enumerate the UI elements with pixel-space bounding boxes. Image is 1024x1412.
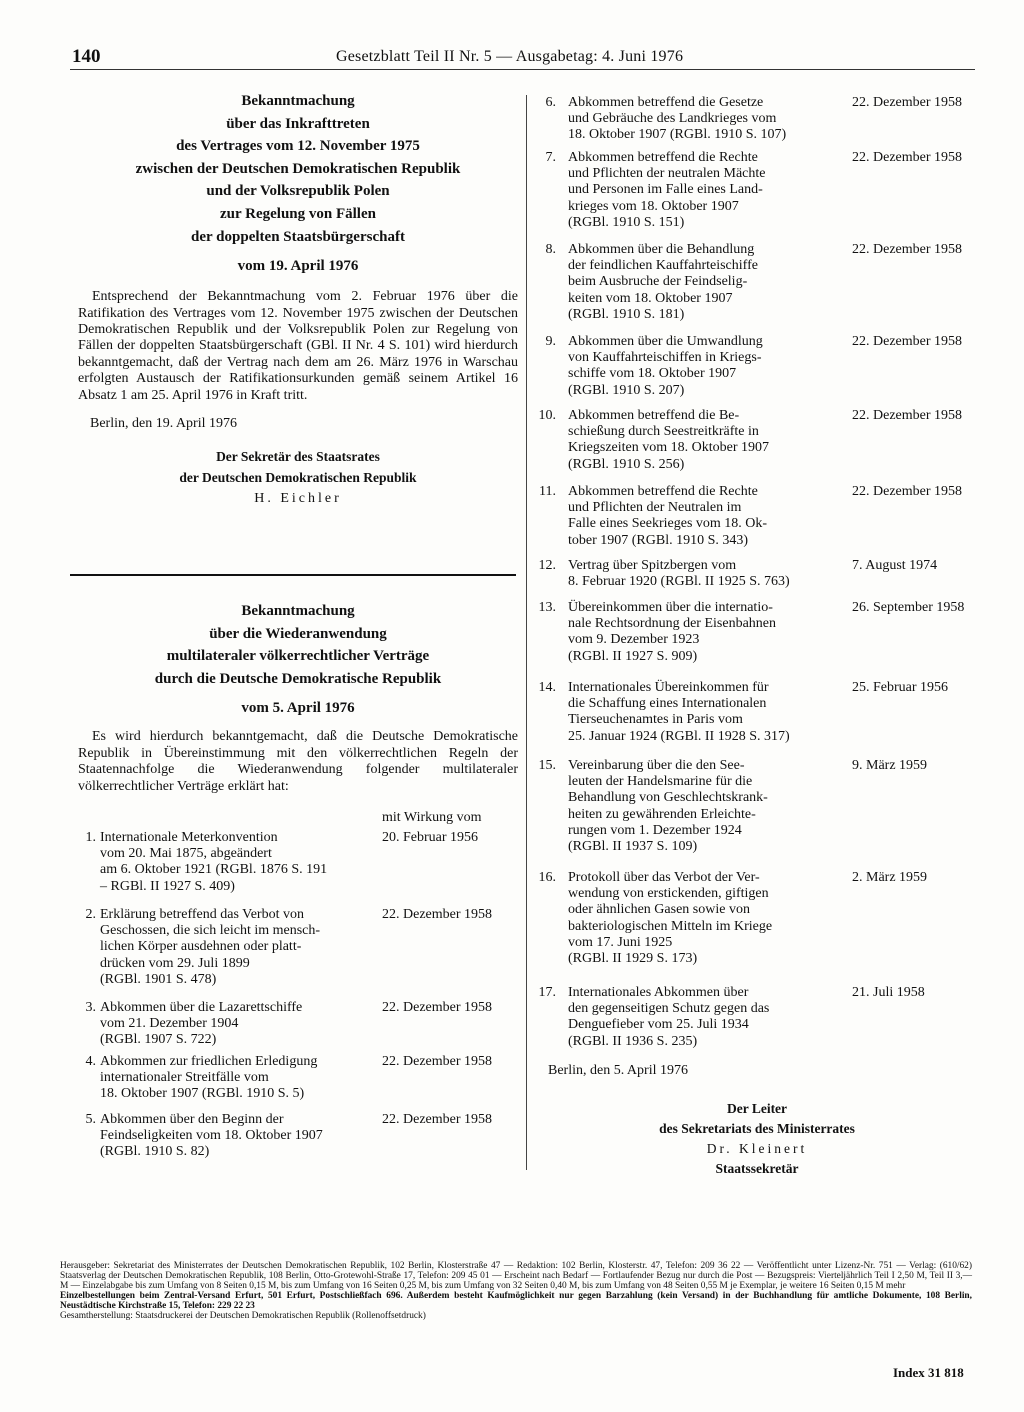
treaty-effective-date: 26. September 1958 <box>852 600 965 615</box>
treaty-text-line: der feindlichen Kauffahrteischiffe <box>568 258 758 274</box>
treaty-text-line: von Kauffahrteischiffen in Kriegs- <box>568 350 762 366</box>
treaty-text-line: Internationales Abkommen über <box>568 985 749 1000</box>
treaty-text-line: (RGBl. II 1929 S. 173) <box>568 951 698 967</box>
imprint-line: Herausgeber: Sekretariat des Ministerrates der Deutschen Demokratischen Republik, 102 Berlin, Klosterstraße 47 — Redaktion: 102 Berlin, Klosterstr. 47, Telefon: 209 36 22 — Veröffentlicht unter Lizenz-Nr. 751 — Verlag: (610/62) Staatsverlag der Deutschen Demokratischen Republik, 108 Berlin, Otto-Grotewohl-Straße 17, Telefon: 209 45 01 — Erscheint nach Bedarf — Fortlaufender Bezug nur durch die Post — Bezugspreis: Vierteljährlich Teil I 2,50 M, Teil II 3,— M — Einzelabgabe bis zum Umfang von 8 Seiten 0,15 M, bis zum Umfang von 16 Seiten 0,25 M, bis zum Umfang von 32 Seiten 0,40 M, bis zum Umfang von 48 Seiten 0,55 M je Exemplar, je weitere 16 Seiten 0,15 M mehr <box>60 1261 972 1291</box>
treaty-text <box>100 830 382 895</box>
treaty-text <box>568 985 848 1050</box>
treaty-effective-date: 22. Dezember 1958 <box>852 484 963 499</box>
treaty-text-line: vom 17. Juni 1925 <box>568 934 673 950</box>
title-line: und der Volksrepublik Polen <box>206 183 390 200</box>
treaty-text-line: Feindseligkeiten vom 18. Oktober 1907 <box>100 1128 323 1144</box>
treaty-effective-date: 7. August 1974 <box>852 558 938 573</box>
imprint <box>60 1262 972 1321</box>
treaty-text-line: am 6. Oktober 1921 (RGBl. 1876 S. 191 <box>100 862 328 878</box>
treaty-text-line: (RGBl. 1901 S. 478) <box>100 971 217 987</box>
section-separator <box>70 574 516 576</box>
treaty-text <box>568 150 848 231</box>
treaty-text <box>568 870 848 967</box>
header-rule <box>70 69 975 70</box>
treaty-effective-date: 22. Dezember 1958 <box>852 334 963 349</box>
treaty-text-line: und Gebräuche des Landkrieges vom <box>568 111 777 127</box>
notice-1-date: vom 19. April 1976 <box>237 258 359 275</box>
treaty-text-line: vom 20. Mai 1875, abgeändert <box>100 846 272 862</box>
treaty-text-line: Denguefieber vom 25. Juli 1934 <box>568 1017 749 1033</box>
treaty-text <box>100 1000 382 1049</box>
treaty-text-line: rungen vom 1. Dezember 1924 <box>568 822 742 838</box>
column-divider <box>526 95 527 1170</box>
treaty-text-line: Vertrag über Spitzbergen vom <box>568 558 737 573</box>
treaty-text-line: tober 1907 (RGBl. 1910 S. 343) <box>568 532 749 548</box>
treaty-text-line: keiten vom 18. Oktober 1907 <box>568 290 733 306</box>
treaty-number: 11. <box>539 484 556 499</box>
treaty-text-line: Abkommen über die Lazarettschiffe <box>100 1000 303 1015</box>
treaty-text <box>568 95 848 144</box>
treaty-text-line: nale Rechtsordnung der Eisenbahnen <box>568 616 776 632</box>
treaty-text-line: Erklärung betreffend das Verbot von <box>100 907 304 922</box>
treaty-text-line: Tierseuchenamtes in Paris vom <box>568 712 743 728</box>
treaty-number: 5. <box>85 1112 96 1127</box>
treaty-effective-date: 22. Dezember 1958 <box>382 1112 493 1127</box>
treaty-number: 10. <box>538 408 556 423</box>
treaty-text-line: Kriegszeiten vom 18. Oktober 1907 <box>568 440 770 456</box>
treaty-text <box>568 558 848 590</box>
treaty-text-line: Abkommen über den Beginn der <box>100 1112 284 1127</box>
notice-2-place-date: Berlin, den 5. April 1976 <box>548 1063 688 1078</box>
treaty-text-line: Protokoll über das Verbot der Ver- <box>568 870 760 885</box>
notice-2-title <box>78 600 518 690</box>
imprint-line: Einzelbestellungen beim Zentral-Versand Erfurt, 501 Erfurt, Postschließfach 696. Außerdem besteht Kaufmöglichkeit nur gegen Barzahlung (kein Versand) in der Buchhandlung für amtliche Dokumente, 108 Berlin, Neustädtische Kirchstraße 15, Telefon: 229 22 23 <box>60 1290 972 1311</box>
signature-line: der Deutschen Demokratischen Republik <box>179 470 417 485</box>
notice-2-signature <box>634 1099 880 1179</box>
title-line: über das Inkrafttreten <box>226 115 370 132</box>
treaty-number: 12. <box>538 558 556 573</box>
treaty-text-line: (RGBl. 1910 S. 207) <box>568 382 685 398</box>
title-line: zwischen der Deutschen Demokratischen Republik <box>135 160 461 177</box>
treaty-text <box>568 758 848 855</box>
title-line: durch die Deutsche Demokratische Republik <box>154 670 442 687</box>
treaty-text-line: Internationales Übereinkommen für <box>568 680 769 695</box>
index-number: Index 31 818 <box>893 1365 964 1380</box>
treaty-text <box>568 408 848 473</box>
treaty-effective-date: 2. März 1959 <box>852 870 928 885</box>
column-header-effective-date: mit Wirkung vom <box>382 810 482 825</box>
treaty-number: 16. <box>538 870 556 885</box>
treaty-text-line: vom 9. Dezember 1923 <box>568 632 700 648</box>
treaty-effective-date: 20. Februar 1956 <box>382 830 479 845</box>
notice-1-title <box>78 90 518 248</box>
treaty-text-line: (RGBl. 1910 S. 256) <box>568 456 685 472</box>
treaty-text-line: Abkommen zur friedlichen Erledigung <box>100 1054 318 1069</box>
treaty-effective-date: 22. Dezember 1958 <box>852 242 963 257</box>
treaty-text-line: die Schaffung eines Internationalen <box>568 696 767 712</box>
treaty-text <box>568 334 848 399</box>
treaty-effective-date: 21. Juli 1958 <box>852 985 925 1000</box>
treaty-number: 2. <box>85 907 96 922</box>
treaty-text-line: Internationale Meterkonvention <box>100 830 278 845</box>
title-line: multilateraler völkerrechtlicher Verträge <box>166 648 430 665</box>
treaty-text-line: bakteriologischen Mitteln im Kriege <box>568 918 773 934</box>
treaty-text-line: schießung durch Seestreitkräfte in <box>568 424 759 440</box>
treaty-number: 17. <box>538 985 556 1000</box>
treaty-text-line: (RGBl. 1910 S. 82) <box>100 1144 210 1160</box>
signature-line: Der Leiter <box>726 1101 788 1116</box>
treaty-number: 4. <box>85 1054 96 1069</box>
treaty-text-line: (RGBl. 1910 S. 151) <box>568 214 685 230</box>
treaty-text-line: vom 21. Dezember 1904 <box>100 1016 239 1032</box>
treaty-number: 6. <box>545 95 556 110</box>
treaty-effective-date: 9. März 1959 <box>852 758 928 773</box>
treaty-text <box>100 907 382 988</box>
treaty-number: 8. <box>545 242 556 257</box>
signature-line: Der Sekretär des Staatsrates <box>216 449 380 464</box>
imprint-line: Gesamtherstellung: Staatsdruckerei der Deutschen Demokratischen Republik (Rollenoffsetdruck) <box>60 1310 426 1321</box>
treaty-number: 9. <box>545 334 556 349</box>
treaty-text-line: Abkommen betreffend die Gesetze <box>568 95 764 110</box>
treaty-text-line: Abkommen über die Umwandlung <box>568 334 763 349</box>
notice-1 <box>78 90 518 509</box>
treaty-text <box>568 242 848 323</box>
treaty-text-line: Abkommen betreffend die Rechte <box>568 484 758 499</box>
treaty-text-line: krieges vom 18. Oktober 1907 <box>568 198 739 214</box>
treaty-text <box>568 680 848 745</box>
treaty-number: 14. <box>538 680 556 695</box>
signatory-name: Dr. Kleinert <box>706 1141 808 1156</box>
treaty-effective-date: 22. Dezember 1958 <box>852 408 963 423</box>
treaty-text-line: lichen Körper ausdehnen oder platt- <box>100 939 302 955</box>
treaty-text-line: und Personen im Falle eines Land- <box>568 182 763 198</box>
signature-line: des Sekretariats des Ministerrates <box>659 1121 855 1136</box>
treaty-text-line: Abkommen betreffend die Rechte <box>568 150 758 165</box>
treaty-text <box>568 600 848 665</box>
treaty-text-line: 18. Oktober 1907 (RGBl. 1910 S. 5) <box>100 1086 305 1102</box>
treaty-text-line: leuten der Handelsmarine für die <box>568 774 753 790</box>
notice-2 <box>78 600 518 795</box>
notice-1-place-date: Berlin, den 19. April 1976 <box>90 416 237 431</box>
treaty-number: 15. <box>538 758 556 773</box>
title-line: zur Regelung von Fällen <box>220 205 376 222</box>
treaty-text-line: (RGBl. 1910 S. 181) <box>568 306 685 322</box>
notice-1-body: Entsprechend der Bekanntmachung vom 2. Februar 1976 über die Ratifikation des Vertrages vom 12. November 1975 zwischen der Deutschen Demokratischen Republik und der Volksrepublik Polen zur Regelung von Fällen der doppelten Staatsbürgerschaft (GBl. II Nr. 4 S. 101) wird hierdurch bekanntgemacht, daß der Vertrag nach dem am 26. März 1976 in Warschau erfolgten Austausch der Ratifikationsurkunden gemäß seinem Artikel 16 Absatz 1 am 25. April 1976 in Kraft tritt. <box>78 289 518 403</box>
treaty-text <box>568 484 848 549</box>
treaty-text-line: Übereinkommen über die internatio- <box>568 600 773 615</box>
treaty-text-line: (RGBl. 1907 S. 722) <box>100 1032 217 1048</box>
treaty-text-line: – RGBl. II 1927 S. 409) <box>100 878 235 894</box>
treaty-text-line: heiten zu gewährenden Erleichte- <box>568 806 756 822</box>
treaty-text-line: Behandlung von Geschlechtskrank- <box>568 790 768 806</box>
notice-1-signature <box>78 446 518 509</box>
treaty-text-line: Abkommen betreffend die Be- <box>568 408 740 423</box>
treaty-text <box>100 1054 382 1103</box>
signatory-title: Staatssekretär <box>715 1161 799 1176</box>
treaty-text-line: oder ähnlichen Gasen sowie von <box>568 902 750 918</box>
treaty-text-line: und Pflichten der Neutralen im <box>568 500 742 516</box>
treaty-effective-date: 22. Dezember 1958 <box>852 150 963 165</box>
treaty-text-line: (RGBl. II 1937 S. 109) <box>568 839 698 855</box>
treaty-text-line: beim Ausbruche der Feindselig- <box>568 274 748 290</box>
treaty-text-line: Vereinbarung über die den See- <box>568 758 745 773</box>
title-line: Bekanntmachung <box>241 603 355 619</box>
treaty-text-line: den gegenseitigen Schutz gegen das <box>568 1001 770 1017</box>
title-line: über die Wiederanwendung <box>209 625 387 642</box>
title-line: Bekanntmachung <box>241 93 355 109</box>
treaty-text-line: (RGBl. II 1927 S. 909) <box>568 648 698 664</box>
signatory-name: H. Eichler <box>254 491 342 506</box>
treaty-effective-date: 22. Dezember 1958 <box>382 1054 493 1069</box>
treaty-number: 7. <box>545 150 556 165</box>
treaty-text-line: 18. Oktober 1907 (RGBl. 1910 S. 107) <box>568 127 787 143</box>
page-number: 140 <box>72 46 101 67</box>
treaty-text-line: Geschossen, die sich leicht im mensch- <box>100 923 321 939</box>
treaty-number: 13. <box>538 600 556 615</box>
treaty-text-line: wendung von erstickenden, giftigen <box>568 886 769 902</box>
title-line: der doppelten Staatsbürgerschaft <box>191 228 405 245</box>
treaty-text-line: drücken vom 29. Juli 1899 <box>100 955 250 971</box>
title-line: des Vertrages vom 12. November 1975 <box>176 138 420 155</box>
treaty-effective-date: 22. Dezember 1958 <box>852 95 963 110</box>
treaty-text-line: und Pflichten der neutralen Mächte <box>568 166 766 182</box>
running-header: Gesetzblatt Teil II Nr. 5 — Ausgabetag: 4. Juni 1976 <box>336 48 684 65</box>
treaty-text-line: 8. Februar 1920 (RGBl. II 1925 S. 763) <box>568 574 790 590</box>
treaty-effective-date: 22. Dezember 1958 <box>382 907 493 922</box>
notice-2-date: vom 5. April 1976 <box>241 700 355 717</box>
treaty-effective-date: 25. Februar 1956 <box>852 680 949 695</box>
treaty-text-line: schiffe vom 18. Oktober 1907 <box>568 366 737 382</box>
treaty-text-line: Falle eines Seekrieges vom 18. Ok- <box>568 516 768 532</box>
treaty-number: 1. <box>85 830 96 845</box>
treaty-text-line: (RGBl. II 1936 S. 235) <box>568 1033 698 1049</box>
treaty-number: 3. <box>85 1000 96 1015</box>
treaty-text-line: 25. Januar 1924 (RGBl. II 1928 S. 317) <box>568 728 790 744</box>
treaty-text-line: Abkommen über die Behandlung <box>568 242 755 257</box>
notice-2-body: Es wird hierdurch bekanntgemacht, daß die Deutsche Demokratische Republik in Übereinstimmung mit den völkerrechtlichen Regeln der Staatennachfolge die Wiederanwendung folgender multilateraler völkerrechtlicher Verträge erklärt hat: <box>78 729 518 794</box>
treaty-text-line: internationaler Streitfälle vom <box>100 1070 269 1086</box>
treaty-effective-date: 22. Dezember 1958 <box>382 1000 493 1015</box>
treaty-text <box>100 1112 382 1161</box>
